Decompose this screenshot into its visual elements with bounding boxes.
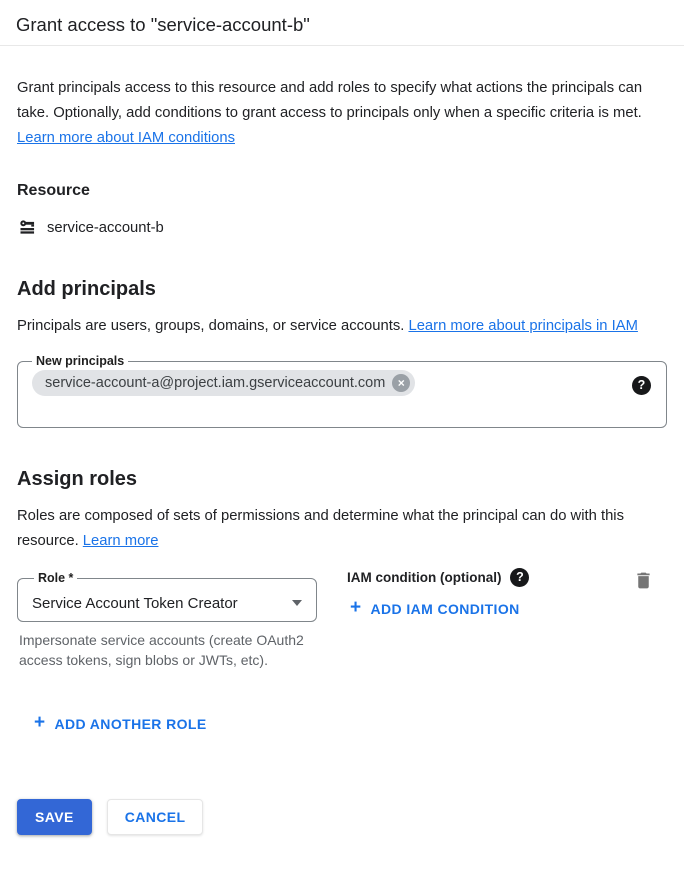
iam-condition-label: IAM condition (optional) (347, 570, 502, 585)
roles-learn-more-link[interactable]: Learn more (82, 533, 159, 549)
roles-desc-text: Roles are composed of sets of permissions and determine what the principal can do with this resource. (17, 508, 624, 549)
dialog-header (0, 0, 684, 46)
add-another-role-label: ADD ANOTHER ROLE (54, 715, 207, 732)
delete-icon (633, 579, 654, 594)
add-iam-condition-label: ADD IAM CONDITION (370, 600, 520, 617)
resource-row (17, 217, 667, 238)
iam-condition-label-row (347, 568, 529, 587)
dialog-title: Grant access to "service-account-b" (16, 14, 310, 35)
plus-icon: + (350, 597, 362, 618)
intro-text: Grant principals access to this resource and add roles to specify what actions the principals can take. Optionally, add conditions to grant access to principals only when a specific criteria is met. (17, 80, 643, 121)
role-selected-value: Service Account Token Creator (32, 594, 238, 612)
add-principals-description (17, 314, 665, 339)
dropdown-arrow-icon (292, 600, 302, 606)
add-iam-condition-button[interactable] (350, 597, 520, 618)
resource-name: service-account-b (47, 219, 164, 236)
role-select[interactable] (17, 571, 317, 622)
principals-learn-more-link[interactable]: Learn more about principals in IAM (408, 318, 638, 334)
assign-roles-description (17, 504, 665, 554)
role-helper-text: Impersonate service accounts (create OAuth2 access tokens, sign blobs or JWTs, etc). (19, 632, 304, 668)
principals-desc-text: Principals are users, groups, domains, or service accounts. (17, 318, 409, 334)
add-another-role-button[interactable] (34, 712, 207, 733)
principal-chip-label: service-account-a@project.iam.gserviceaccount.com (45, 375, 386, 391)
save-button[interactable]: SAVE (17, 799, 92, 835)
iam-condition-help-icon[interactable]: ? (510, 568, 529, 587)
principals-help-icon[interactable]: ? (632, 376, 651, 395)
principal-chip[interactable] (32, 370, 415, 396)
new-principals-field[interactable] (17, 354, 667, 428)
delete-role-button[interactable] (633, 570, 654, 594)
dialog-actions (17, 799, 667, 852)
intro-paragraph (17, 76, 665, 151)
role-label: Role * (38, 571, 74, 585)
resource-heading: Resource (17, 182, 90, 199)
dialog-content (0, 76, 684, 852)
service-account-icon (17, 217, 38, 238)
iam-conditions-learn-more-link[interactable]: Learn more about IAM conditions (17, 130, 235, 146)
new-principals-input-area[interactable] (30, 369, 654, 417)
role-value-row[interactable] (32, 585, 306, 621)
assign-roles-heading: Assign roles (17, 468, 138, 490)
iam-condition-column (347, 556, 529, 618)
cancel-button[interactable]: CANCEL (107, 799, 204, 835)
add-principals-heading: Add principals (17, 278, 156, 300)
chip-remove-icon[interactable]: × (392, 374, 410, 392)
new-principals-label: New principals (36, 354, 125, 368)
plus-icon: + (34, 712, 46, 733)
role-column (17, 556, 317, 670)
role-row (17, 556, 667, 670)
